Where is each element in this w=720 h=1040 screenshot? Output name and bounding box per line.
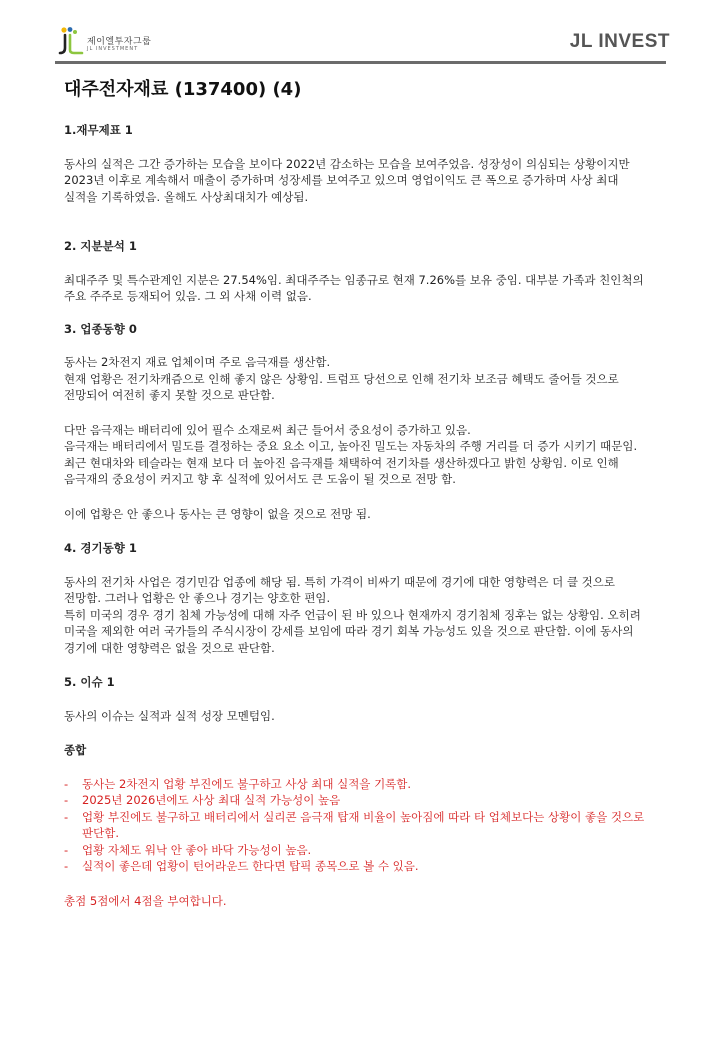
section-text: 이에 업황은 안 좋으나 동사는 큰 영향이 없을 것으로 전망 됨. bbox=[64, 506, 371, 521]
summary-item: - 2025년 2026년에도 사상 최대 실적 가능성이 높음 bbox=[64, 793, 341, 807]
bullet-dash: - bbox=[64, 842, 69, 857]
bullet-dash: - bbox=[64, 809, 69, 824]
section-text: 동사의 전기차 사업은 경기민감 업종에 해당 됨. 특히 가격이 비싸기 때문에 경기에 대한 영향력은 더 클 것으로 전망함. 그러나 업황은 안 좋으나 경기는 양호한 편임. bbox=[64, 574, 615, 605]
bullet-dash: - bbox=[64, 793, 69, 807]
section-heading-issues: 5. 이슈 1 bbox=[64, 675, 115, 689]
score-conclusion: 총점 5점에서 4점을 부여합니다. bbox=[64, 893, 227, 908]
section-text: 다만 음극재는 배터리에 있어 필수 소재로써 최근 들어서 중요성이 증가하고 있음. bbox=[64, 422, 471, 437]
summary-item: - 동사는 2차전지 업황 부진에도 불구하고 사상 최대 실적을 기록함. bbox=[64, 776, 412, 791]
section-text: 동사의 실적은 그간 증가하는 모습을 보이다 2022년 감소하는 모습을 보여주었음. 성장성이 의심되는 상황이지만 2023년 이후로 계속해서 매출이 증가하며 성장세를 보여주고 있으며 영업이익도 큰 폭으로 증가하며 사상 최대 실적을 기록하였음. 올해도 사상최대치가 예상됨. bbox=[64, 156, 630, 204]
brand-name: JL INVEST bbox=[569, 31, 670, 52]
section-heading-ownership: 2. 지분분석 1 bbox=[64, 239, 137, 253]
bullet-dash: - bbox=[64, 776, 69, 791]
logo-subtext: JL INVESTMENT bbox=[87, 46, 139, 52]
section-text: 특히 미국의 경우 경기 침체 가능성에 대해 자주 언급이 된 바 있으나 현재까지 경기침체 징후는 없는 상황임. 오히려 미국을 제외한 여러 국가들의 주식시장이 강세를 보임에 따라 경기 회복 가능성도 있을 것으로 판단함. 이에 동사의 경기에 대한 영향력은 없을 것으로 판단함. bbox=[64, 607, 641, 655]
report-title: 대주전자재료 (137400) (4) bbox=[64, 79, 302, 100]
section-text: 동사의 이슈는 실적과 실적 성장 모멘텀임. bbox=[64, 708, 275, 723]
section-text: 최대주주 및 특수관계인 지분은 27.54%임. 최대주주는 임종규로 현재 7.26%를 보유 중임. 대부분 가족과 친인척의 주요 주주로 등재되어 있음. 그 외 사채 이력 없음. bbox=[64, 272, 644, 303]
section-heading-industry: 3. 업종동향 0 bbox=[64, 321, 137, 336]
section-text: 음극재는 배터리에서 밀도를 결정하는 중요 요소 이고, 높아진 밀도는 자동차의 주행 거리를 더 증가 시키기 때문임. 최근 현대차와 테슬라는 현재 보다 더 높아진 음극재를 채택하여 전기차를 생산하겠다고 밝힌 상황임. 이로 인해 음극재의 중요성이 커지고 향 후 실적에 있어서도 큰 도움이 될 것으로 전망 함. bbox=[64, 439, 638, 486]
section-heading-economy: 4. 경기동향 1 bbox=[64, 541, 137, 555]
page-header bbox=[55, 22, 670, 66]
section-text: 현재 업황은 전기차캐즘으로 인해 좋지 않은 상황임. 트럼프 당선으로 인해 전기차 보조금 혜택도 줄어들 것으로 전망되어 여전히 좋지 못할 것으로 판단함. bbox=[64, 371, 619, 402]
section-text: 동사는 2차전지 재료 업체이며 주로 음극재를 생산함. bbox=[64, 355, 331, 369]
header-divider bbox=[55, 61, 666, 64]
bullet-dash: - bbox=[64, 859, 69, 873]
summary-heading: 종합 bbox=[64, 743, 87, 757]
summary-item: - 업황 부진에도 불구하고 배터리에서 실리콘 음극재 탑재 비율이 높아짐에 따라 타 업체보다는 상황이 좋을 것으로 판단함. bbox=[64, 809, 645, 840]
section-heading-financials: 1.재무제표 1 bbox=[64, 123, 133, 137]
report-body bbox=[64, 74, 652, 909]
summary-item: - 업황 자체도 워낙 안 좋아 바닥 가능성이 높음. bbox=[64, 842, 312, 857]
logo-text: 제이엘투자그룹 bbox=[87, 37, 152, 47]
summary-list bbox=[64, 776, 652, 875]
summary-item: - 실적이 좋은데 업황이 턴어라운드 한다면 탑픽 종목으로 볼 수 있음. bbox=[64, 859, 419, 873]
jl-logo-icon bbox=[55, 26, 85, 56]
